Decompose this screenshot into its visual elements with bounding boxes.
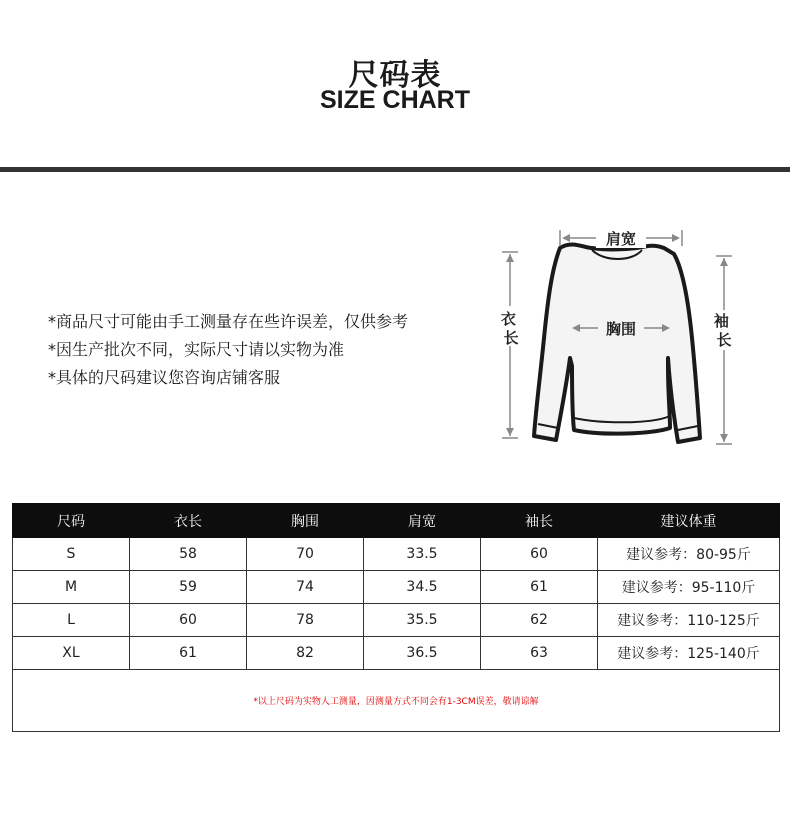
- cell-shoulder: 34.5: [364, 571, 481, 604]
- cell-sleeve: 63: [481, 637, 598, 670]
- cell-chest: 78: [247, 604, 364, 637]
- sleeve-arrowhead-bottom: [720, 434, 728, 442]
- cell-shoulder: 35.5: [364, 604, 481, 637]
- page-subtitle: SIZE CHART: [320, 86, 470, 114]
- cell-sleeve: 62: [481, 604, 598, 637]
- cell-size: S: [13, 538, 130, 571]
- length-arrowhead-top: [506, 254, 514, 262]
- note-line: *具体的尺码建议您咨询店铺客服: [48, 368, 281, 387]
- cell-size: XL: [13, 637, 130, 670]
- cell-sleeve: 61: [481, 571, 598, 604]
- cell-shoulder: 36.5: [364, 637, 481, 670]
- length-label-char-2: 长: [503, 329, 519, 347]
- sweater-illustration: [492, 218, 752, 458]
- table-row: [13, 637, 780, 670]
- shoulder-arrowhead-left: [562, 234, 570, 242]
- table-header-row: [13, 504, 780, 538]
- sweater-outline: [534, 244, 700, 442]
- divider: [0, 167, 790, 172]
- size-table: [12, 503, 780, 732]
- cell-length: 58: [130, 538, 247, 571]
- cell-chest: 74: [247, 571, 364, 604]
- table-row: [13, 604, 780, 637]
- header-shoulder: 肩宽: [364, 504, 481, 538]
- length-arrowhead-bottom: [506, 428, 514, 436]
- cell-size: L: [13, 604, 130, 637]
- sleeve-label-char-2: 长: [716, 331, 732, 349]
- sleeve-label: [714, 312, 734, 349]
- cell-shoulder: 33.5: [364, 538, 481, 571]
- length-label: [501, 310, 521, 347]
- header-sleeve: 袖长: [481, 504, 598, 538]
- cell-weight: 建议参考：95-110斤: [598, 571, 780, 604]
- table-row: [13, 571, 780, 604]
- cell-length: 59: [130, 571, 247, 604]
- notes: [48, 308, 408, 392]
- header-length: 衣长: [130, 504, 247, 538]
- cell-chest: 70: [247, 538, 364, 571]
- header-size: 尺码: [13, 504, 130, 538]
- table-footnote-row: [13, 670, 780, 732]
- cell-sleeve: 60: [481, 538, 598, 571]
- page-title: 尺码表: [348, 58, 442, 93]
- cell-weight: 建议参考：110-125斤: [598, 604, 780, 637]
- cell-length: 60: [130, 604, 247, 637]
- length-label-char-1: 衣: [500, 310, 516, 328]
- note-line: *因生产批次不同，实际尺寸请以实物为准: [48, 340, 345, 359]
- header-chest: 胸围: [247, 504, 364, 538]
- table-row: [13, 538, 780, 571]
- cell-weight: 建议参考：125-140斤: [598, 637, 780, 670]
- chest-label: 胸围: [605, 320, 637, 338]
- shoulder-label: 肩宽: [605, 230, 637, 248]
- sleeve-label-char-1: 袖: [713, 312, 729, 330]
- table-footnote: *以上尺码为实物人工测量，因测量方式不同会有1-3CM误差，敬请谅解: [13, 670, 780, 732]
- garment-diagram: [492, 218, 752, 458]
- cell-length: 61: [130, 637, 247, 670]
- cell-chest: 82: [247, 637, 364, 670]
- shoulder-arrowhead-right: [672, 234, 680, 242]
- sleeve-arrowhead-top: [720, 258, 728, 266]
- header-weight: 建议体重: [598, 504, 780, 538]
- note-line: *商品尺寸可能由手工测量存在些许误差，仅供参考: [48, 312, 409, 331]
- cell-size: M: [13, 571, 130, 604]
- cell-weight: 建议参考：80-95斤: [598, 538, 780, 571]
